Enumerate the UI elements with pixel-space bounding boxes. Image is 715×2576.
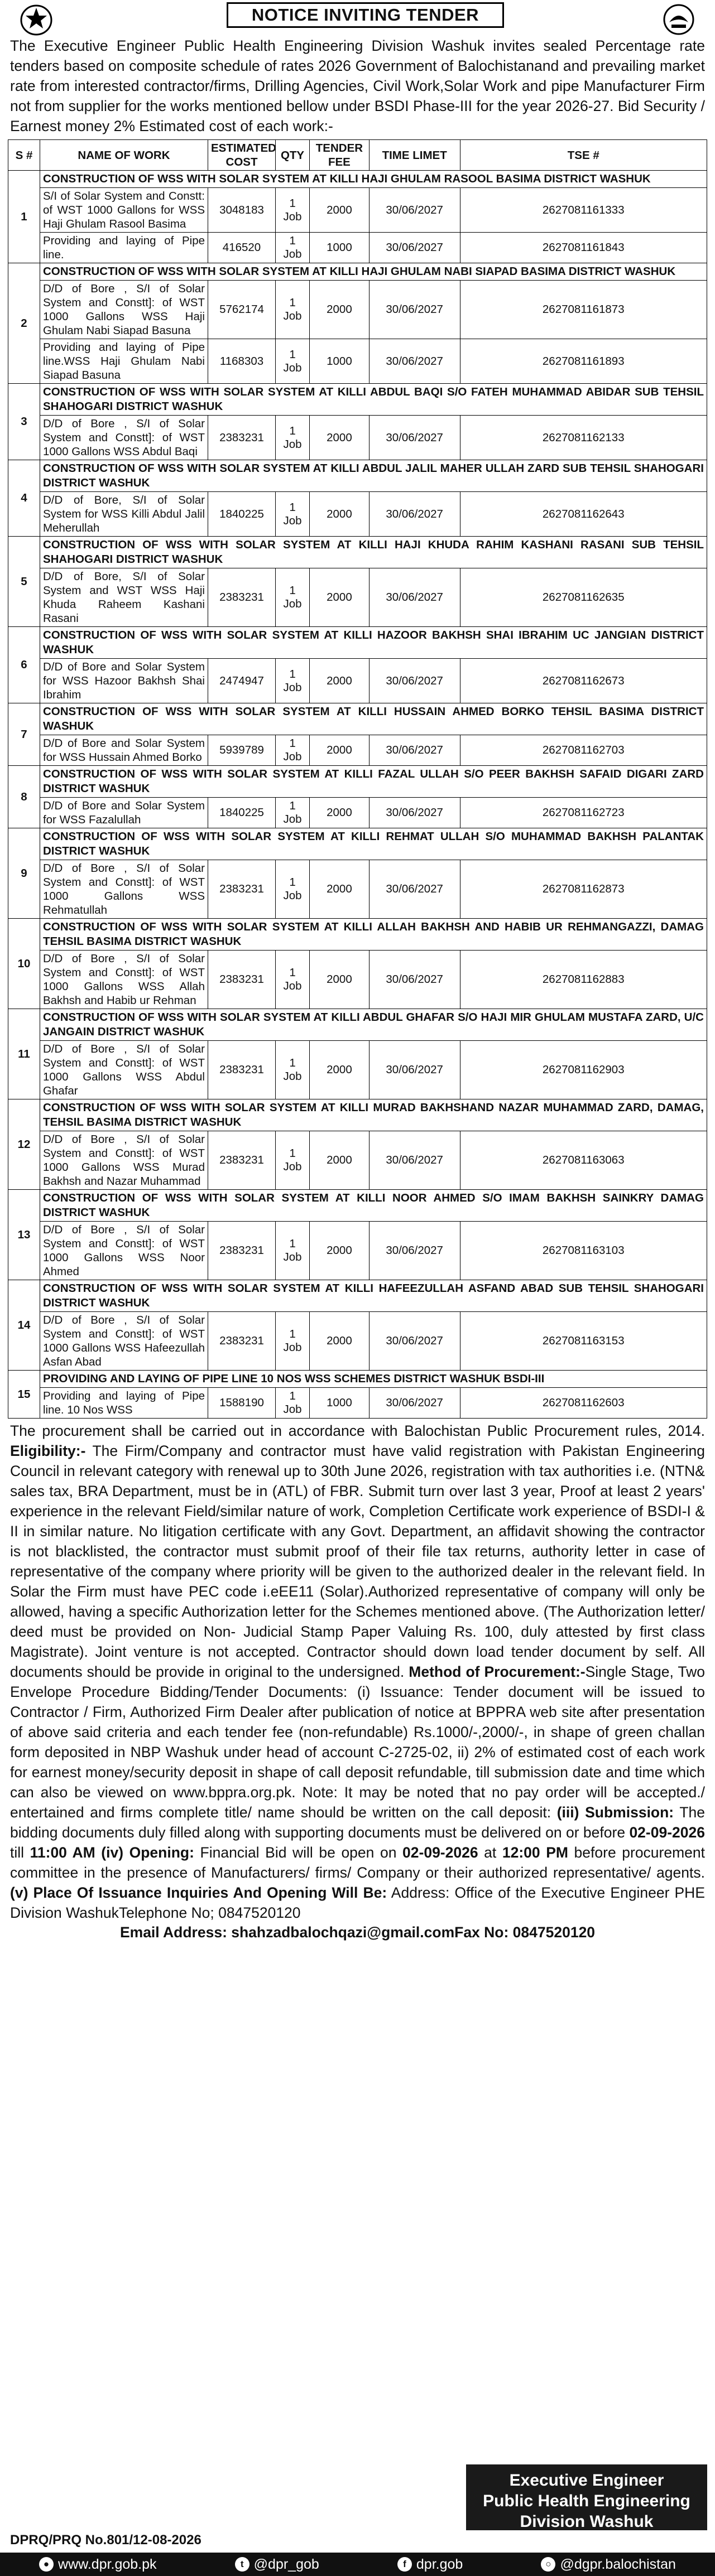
tse-number: 2627081162703 [460,735,707,766]
opening-date: 02-09-2026 [402,1844,478,1861]
quantity: 1 Job [276,233,310,263]
scheme-number: 2 [8,263,40,384]
estimated-cost: 2383231 [208,568,276,627]
col-header-qty: QTY [276,140,310,171]
tse-number: 2627081162603 [460,1388,707,1419]
table-row [8,188,707,233]
scheme-number: 11 [8,1009,40,1099]
table-row [8,860,707,919]
instagram-icon: ○ [541,2557,555,2572]
work-description: D/D of Bore and Solar System for WSS Hussain Ahmed Borko [40,735,208,766]
table-header-row [8,140,707,171]
place-label: (v) Place Of Issuance Inquiries And Opening Will Be: [10,1884,387,1901]
work-description: D/D of Bore , S/I of Solar System and Constt]: of WST 1000 Gallons WSS Hafeezullah Asfan Abad [40,1312,208,1371]
col-header-sno: S # [8,140,40,171]
table-row [8,1041,707,1099]
till-text: till [10,1844,30,1861]
estimated-cost: 2383231 [208,416,276,460]
time-limit: 30/06/2027 [369,492,460,537]
estimated-cost: 5939789 [208,735,276,766]
scheme-title: CONSTRUCTION OF WSS WITH SOLAR SYSTEM AT KILLI ABDUL BAQI S/O FATEH MUHAMMAD ABIDAR SUB TEHSIL SHAHOGARI DISTRICT WASHUK [40,384,707,416]
work-description: D/D of Bore , S/I of Solar System and Constt]: of WST 1000 Gallons WSS Haji Ghulam Nabi Siapad Basuna [40,281,208,339]
scheme-number: 1 [8,171,40,263]
scheme-number: 15 [8,1371,40,1419]
scheme-title-row [8,766,707,798]
table-row [8,659,707,703]
tender-fee: 2000 [310,1041,370,1099]
scheme-title: PROVIDING AND LAYING OF PIPE LINE 10 NOS WSS SCHEMES DISTRICT WASHUK BSDI-III [40,1371,707,1388]
tse-number: 2627081161333 [460,188,707,233]
quantity: 1 Job [276,860,310,919]
opening-text: Financial Bid will be open on [194,1844,403,1861]
tender-fee: 2000 [310,951,370,1009]
eligibility-text: The Firm/Company and contractor must have valid registration with Pakistan Engineering Council in relevant category with renewal up to 30th June 2026, registration with tax authorities i.e. (NTN& sales tax, BRA Department, must be in (ATL) of FBR. Submit turn over last 3 year, Proof at least 2 years' experience in the relevant Field/similar nature of work, Completion Certificate work experience of BSDI-I & II in similar nature. No litigation certificate with any Govt. Department, an affidavit showing the contractor is not blacklisted, the contractor must submit proof of their file tax returns, authority letter in case of representative of the company where priority will be given to the authorized dealer in the relevant field. In Solar the Firm must have PEC code i.eEE11 (Solar).Authorized representative of company will only be allowed, having a specific Authorization letter for the Schemes mentioned above. (The Authorization letter/ deed must be provided on Non- Judicial Stamp Paper Valuing Rs. 100, duly attested by first class Magistrate). Joint venture is not accepted. Contractor should down load tender document by self. All documents should be provide in original to the undersigned. [10,1443,705,1680]
tender-fee: 1000 [310,1388,370,1419]
twitter-icon: t [235,2557,249,2572]
col-header-fee: TENDER FEE [310,140,370,171]
facebook-text: dpr.gob [416,2556,463,2572]
time-limit: 30/06/2027 [369,1388,460,1419]
signature-department: Public Health Engineering [483,2492,690,2510]
estimated-cost: 2383231 [208,1222,276,1280]
quantity: 1 Job [276,339,310,384]
tender-fee: 2000 [310,1312,370,1371]
header [8,0,707,36]
scheme-title: CONSTRUCTION OF WSS WITH SOLAR SYSTEM AT KILLI HAJI GHULAM RASOOL BASIMA DISTRICT WASHUK [40,171,707,188]
intro-paragraph: The Executive Engineer Public Health Engineering Division Washuk invites sealed Percentage rate tenders based on composite schedule of rates 2026 Government of Balochistanand and prevailing market rate from interested contractor/firms, Drilling Agencies, Civil Work,Solar Work and pipe Manufacturer Firm not from supplier for the works mentioned bellow under BSDI Phase-III for the year 2026-27. Bid Security / Earnest money 2% Estimated cost of each work:- [10,37,705,134]
time-limit: 30/06/2027 [369,1222,460,1280]
tender-fee: 1000 [310,339,370,384]
table-row [8,281,707,339]
table-row [8,492,707,537]
work-description: D/D of Bore, S/I of Solar System for WSS Killi Abdul Jalil Meherullah [40,492,208,537]
scheme-title: CONSTRUCTION OF WSS WITH SOLAR SYSTEM AT KILLI ALLAH BAKHSH AND HABIB UR REHMANGAZZI, DAMAG TEHSIL BASIMA DISTRICT WASHUK [40,919,707,951]
scheme-title-row [8,627,707,659]
estimated-cost: 2383231 [208,1312,276,1371]
scheme-title: CONSTRUCTION OF WSS WITH SOLAR SYSTEM AT KILLI ABDUL JALIL MAHER ULLAH ZARD SUB TEHSIL SHAHOGARI DISTRICT WASHUK [40,460,707,492]
address-text: Address: Office of the Executive Engineer PHE Division WashukTelephone No; 0847520120 [10,1884,705,1921]
time-limit: 30/06/2027 [369,1041,460,1099]
table-row [8,735,707,766]
signature-block [466,2464,707,2530]
facebook-link[interactable] [397,2556,463,2573]
estimated-cost: 2474947 [208,659,276,703]
quantity: 1 Job [276,659,310,703]
eligibility-label: Eligibility:- [10,1443,86,1459]
scheme-title-row [8,1280,707,1312]
notice-title: NOTICE INVITING TENDER [227,2,504,28]
balochistan-emblem-left [19,3,54,36]
tender-fee: 2000 [310,281,370,339]
scheme-number: 8 [8,766,40,828]
work-description: Providing and laying of Pipe line. [40,233,208,263]
scheme-title-row [8,263,707,281]
twitter-text: @dpr_gob [253,2556,319,2572]
table-row [8,233,707,263]
submission-text: The bidding documents duly filled along with supporting documents must be delivered on or before [10,1804,705,1841]
scheme-title: CONSTRUCTION OF WSS WITH SOLAR SYSTEM AT KILLI HAZOOR BAKHSH SHAI IBRAHIM UC JANGIAN DISTRICT WASHUK [40,627,707,659]
scheme-title-row [8,171,707,188]
quantity: 1 Job [276,1222,310,1280]
time-limit: 30/06/2027 [369,798,460,828]
estimated-cost: 3048183 [208,188,276,233]
table-row [8,798,707,828]
twitter-link[interactable] [235,2556,319,2573]
time-limit: 30/06/2027 [369,281,460,339]
time-limit: 30/06/2027 [369,951,460,1009]
committee-text: before procurement committee in the presence of Manufacturers/ firms/ Company or their authorized representative/ agents. [10,1844,706,1881]
scheme-title: CONSTRUCTION OF WSS WITH SOLAR SYSTEM AT KILLI REHMAT ULLAH S/O MUHAMMAD BAKHSH PALANTAK DISTRICT WASHUK [40,828,707,860]
tender-fee: 2000 [310,492,370,537]
work-description: D/D of Bore, S/I of Solar System and WST WSS Haji Khuda Raheem Kashani Rasani [40,568,208,627]
work-description: D/D of Bore , S/I of Solar System and Constt]: of WST 1000 Gallons WSS Murad Bakhsh and Nazar Muhammad [40,1131,208,1190]
scheme-title: CONSTRUCTION OF WSS WITH SOLAR SYSTEM AT KILLI HAFEEZULLAH ASFAND ABAD SUB TEHSIL SHAHOGARI DISTRICT WASHUK [40,1280,707,1312]
tse-number: 2627081161873 [460,281,707,339]
quantity: 1 Job [276,188,310,233]
submission-label: (iii) Submission: [556,1804,674,1821]
estimated-cost: 1840225 [208,798,276,828]
scheme-title: CONSTRUCTION OF WSS WITH SOLAR SYSTEM AT KILLI FAZAL ULLAH S/O PEER BAKHSH SAFAID DIGARI ZARD DISTRICT WASHUK [40,766,707,798]
tse-number: 2627081162643 [460,492,707,537]
quantity: 1 Job [276,1131,310,1190]
estimated-cost: 416520 [208,233,276,263]
website-link[interactable] [39,2556,157,2573]
table-row [8,339,707,384]
table-row [8,416,707,460]
opening-label: (iv) Opening: [95,1844,194,1861]
tender-table-body [8,171,707,1419]
instagram-link[interactable] [541,2556,675,2573]
estimated-cost: 5762174 [208,281,276,339]
tse-number: 2627081162133 [460,416,707,460]
work-description: Providing and laying of Pipe line. 10 Nos WSS [40,1388,208,1419]
scheme-title: CONSTRUCTION OF WSS WITH SOLAR SYSTEM AT KILLI HAJI GHULAM NABI SIAPAD BASIMA DISTRICT WASHUK [40,263,707,281]
scheme-title-row [8,1099,707,1131]
quantity: 1 Job [276,1388,310,1419]
quantity: 1 Job [276,735,310,766]
notice-bottom [0,2464,715,2576]
dprq-number: DPRQ/PRQ No.801/12-08-2026 [10,2532,201,2548]
tender-fee: 2000 [310,798,370,828]
estimated-cost: 2383231 [208,1041,276,1099]
estimated-cost: 2383231 [208,951,276,1009]
scheme-number: 9 [8,828,40,919]
time-limit: 30/06/2027 [369,659,460,703]
scheme-title-row [8,537,707,568]
quantity: 1 Job [276,1312,310,1371]
tender-fee: 2000 [310,659,370,703]
col-header-cost: ESTIMATED COST [208,140,276,171]
tse-number: 2627081162903 [460,1041,707,1099]
scheme-title: CONSTRUCTION OF WSS WITH SOLAR SYSTEM AT KILLI ABDUL GHAFAR S/O HAJI MIR GHULAM MUSTAFA ZARD, U/C JANGAIN DISTRICT WASHUK [40,1009,707,1041]
phe-emblem-right [661,3,696,36]
work-description: D/D of Bore , S/I of Solar System and Constt]: of WST 1000 Gallons WSS Abdul Ghafar [40,1041,208,1099]
tse-number: 2627081161893 [460,339,707,384]
scheme-number: 6 [8,627,40,703]
work-description: D/D of Bore and Solar System for WSS Hazoor Bakhsh Shai Ibrahim [40,659,208,703]
scheme-title-row [8,919,707,951]
globe-icon: ● [39,2557,54,2572]
quantity: 1 Job [276,951,310,1009]
tse-number: 2627081162883 [460,951,707,1009]
col-header-work: NAME OF WORK [40,140,208,171]
work-description: Providing and laying of Pipe line.WSS Haji Ghulam Nabi Siapad Basuna [40,339,208,384]
time-limit: 30/06/2027 [369,339,460,384]
signature-division: Division Washuk [520,2512,654,2531]
email-fax-line: Email Address: shahzadbalochqazi@gmail.comFax No: 0847520120 [119,1924,596,1941]
scheme-title-row [8,828,707,860]
scheme-title-row [8,1009,707,1041]
signature-title: Executive Engineer [509,2471,664,2490]
tse-number: 2627081163153 [460,1312,707,1371]
table-row [8,1131,707,1190]
quantity: 1 Job [276,568,310,627]
estimated-cost: 1588190 [208,1388,276,1419]
tender-fee: 2000 [310,416,370,460]
terms-paragraph [10,1421,705,1923]
table-row [8,951,707,1009]
scheme-title-row [8,703,707,735]
table-row [8,1312,707,1371]
tse-number: 2627081162723 [460,798,707,828]
table-row [8,1222,707,1280]
scheme-number: 3 [8,384,40,460]
quantity: 1 Job [276,281,310,339]
submission-date: 02-09-2026 [629,1824,705,1841]
scheme-title-row [8,1371,707,1388]
work-description: D/D of Bore , S/I of Solar System and Constt]: of WST 1000 Gallons WSS Noor Ahmed [40,1222,208,1280]
time-limit: 30/06/2027 [369,188,460,233]
scheme-number: 14 [8,1280,40,1371]
quantity: 1 Job [276,1041,310,1099]
method-text: Single Stage, Two Envelope Procedure Bidding/Tender Documents: (i) Issuance: Tender document will be issued to Contractor / Firm, Authorized Firm Dealer after publication of notice at BPPRA web site after presentation of above said criteria and each tender fee (non-refundable) Rs.1000/-,2000/-, in shape of green challan form deposited in NBP Washuk under head of account C-2725-02, ii) 2% of estimated cost of each work for earnest money/security deposit in shape of call deposit refundable, till submission date and time which can also be viewed on www.bppra.org.pk. Note: It may be noted that no pay order will be accepted./ entertained and firms complete title/ name should be written on the call deposit: [10,1663,705,1821]
submission-time: 11:00 AM [30,1844,95,1861]
instagram-text: @dgpr.balochistan [560,2556,676,2572]
scheme-title: CONSTRUCTION OF WSS WITH SOLAR SYSTEM AT KILLI NOOR AHMED S/O IMAM BAKHSH SAINKRY DAMAG DISTRICT WASHUK [40,1190,707,1222]
tender-table [8,139,707,1419]
quantity: 1 Job [276,416,310,460]
work-description: D/D of Bore , S/I of Solar System and Constt]: of WST 1000 Gallons WSS Rehmatullah [40,860,208,919]
tender-fee: 2000 [310,735,370,766]
scheme-number: 5 [8,537,40,627]
tse-number: 2627081162635 [460,568,707,627]
scheme-number: 4 [8,460,40,537]
col-header-time: TIME LIMET [369,140,460,171]
tse-number: 2627081163063 [460,1131,707,1190]
scheme-number: 7 [8,703,40,766]
at-text: at [478,1844,502,1861]
tender-fee: 2000 [310,188,370,233]
social-bar [0,2553,715,2576]
scheme-number: 10 [8,919,40,1009]
tender-fee: 2000 [310,568,370,627]
tender-fee: 2000 [310,1222,370,1280]
estimated-cost: 2383231 [208,860,276,919]
time-limit: 30/06/2027 [369,568,460,627]
tender-fee: 1000 [310,233,370,263]
work-description: S/I of Solar System and Constt: of WST 1000 Gallons for WSS Haji Ghulam Rasool Basima [40,188,208,233]
scheme-title-row [8,384,707,416]
tse-number: 2627081161843 [460,233,707,263]
table-row [8,1388,707,1419]
scheme-title-row [8,1190,707,1222]
method-label: Method of Procurement:- [409,1663,586,1680]
time-limit: 30/06/2027 [369,233,460,263]
tse-number: 2627081162673 [460,659,707,703]
website-text: www.dpr.gob.pk [58,2556,157,2572]
col-header-tse: TSE # [460,140,707,171]
tender-fee: 2000 [310,1131,370,1190]
scheme-number: 12 [8,1099,40,1190]
time-limit: 30/06/2027 [369,1312,460,1371]
quantity: 1 Job [276,492,310,537]
time-limit: 30/06/2027 [369,735,460,766]
tse-number: 2627081163103 [460,1222,707,1280]
quantity: 1 Job [276,798,310,828]
time-limit: 30/06/2027 [369,860,460,919]
estimated-cost: 1168303 [208,339,276,384]
work-description: D/D of Bore , S/I of Solar System and Constt]: of WST 1000 Gallons WSS Allah Bakhsh and Habib ur Rehman [40,951,208,1009]
time-limit: 30/06/2027 [369,416,460,460]
scheme-title: CONSTRUCTION OF WSS WITH SOLAR SYSTEM AT KILLI MURAD BAKHSHAND NAZAR MUHAMMAD ZARD, DAMAG, TEHSIL BASIMA DISTRICT WASHUK [40,1099,707,1131]
time-limit: 30/06/2027 [369,1131,460,1190]
estimated-cost: 2383231 [208,1131,276,1190]
facebook-icon: f [397,2557,412,2572]
estimated-cost: 1840225 [208,492,276,537]
scheme-title-row [8,460,707,492]
tse-number: 2627081162873 [460,860,707,919]
tender-fee: 2000 [310,860,370,919]
scheme-title: CONSTRUCTION OF WSS WITH SOLAR SYSTEM AT KILLI HAJI KHUDA RAHIM KASHANI RASANI SUB TEHSIL SHAHOGARI DISTRICT WASHUK [40,537,707,568]
work-description: D/D of Bore , S/I of Solar System and Constt]: of WST 1000 Gallons WSS Abdul Baqi [40,416,208,460]
scheme-number: 13 [8,1190,40,1280]
scheme-title: CONSTRUCTION OF WSS WITH SOLAR SYSTEM AT KILLI HUSSAIN AHMED BORKO TEHSIL BASIMA DISTRICT WASHUK [40,703,707,735]
opening-time: 12:00 PM [502,1844,568,1861]
procurement-rules-text: The procurement shall be carried out in accordance with Balochistan Public Procurement rules, 2014. [10,1422,705,1439]
table-row [8,568,707,627]
work-description: D/D of Bore and Solar System for WSS Fazalullah [40,798,208,828]
